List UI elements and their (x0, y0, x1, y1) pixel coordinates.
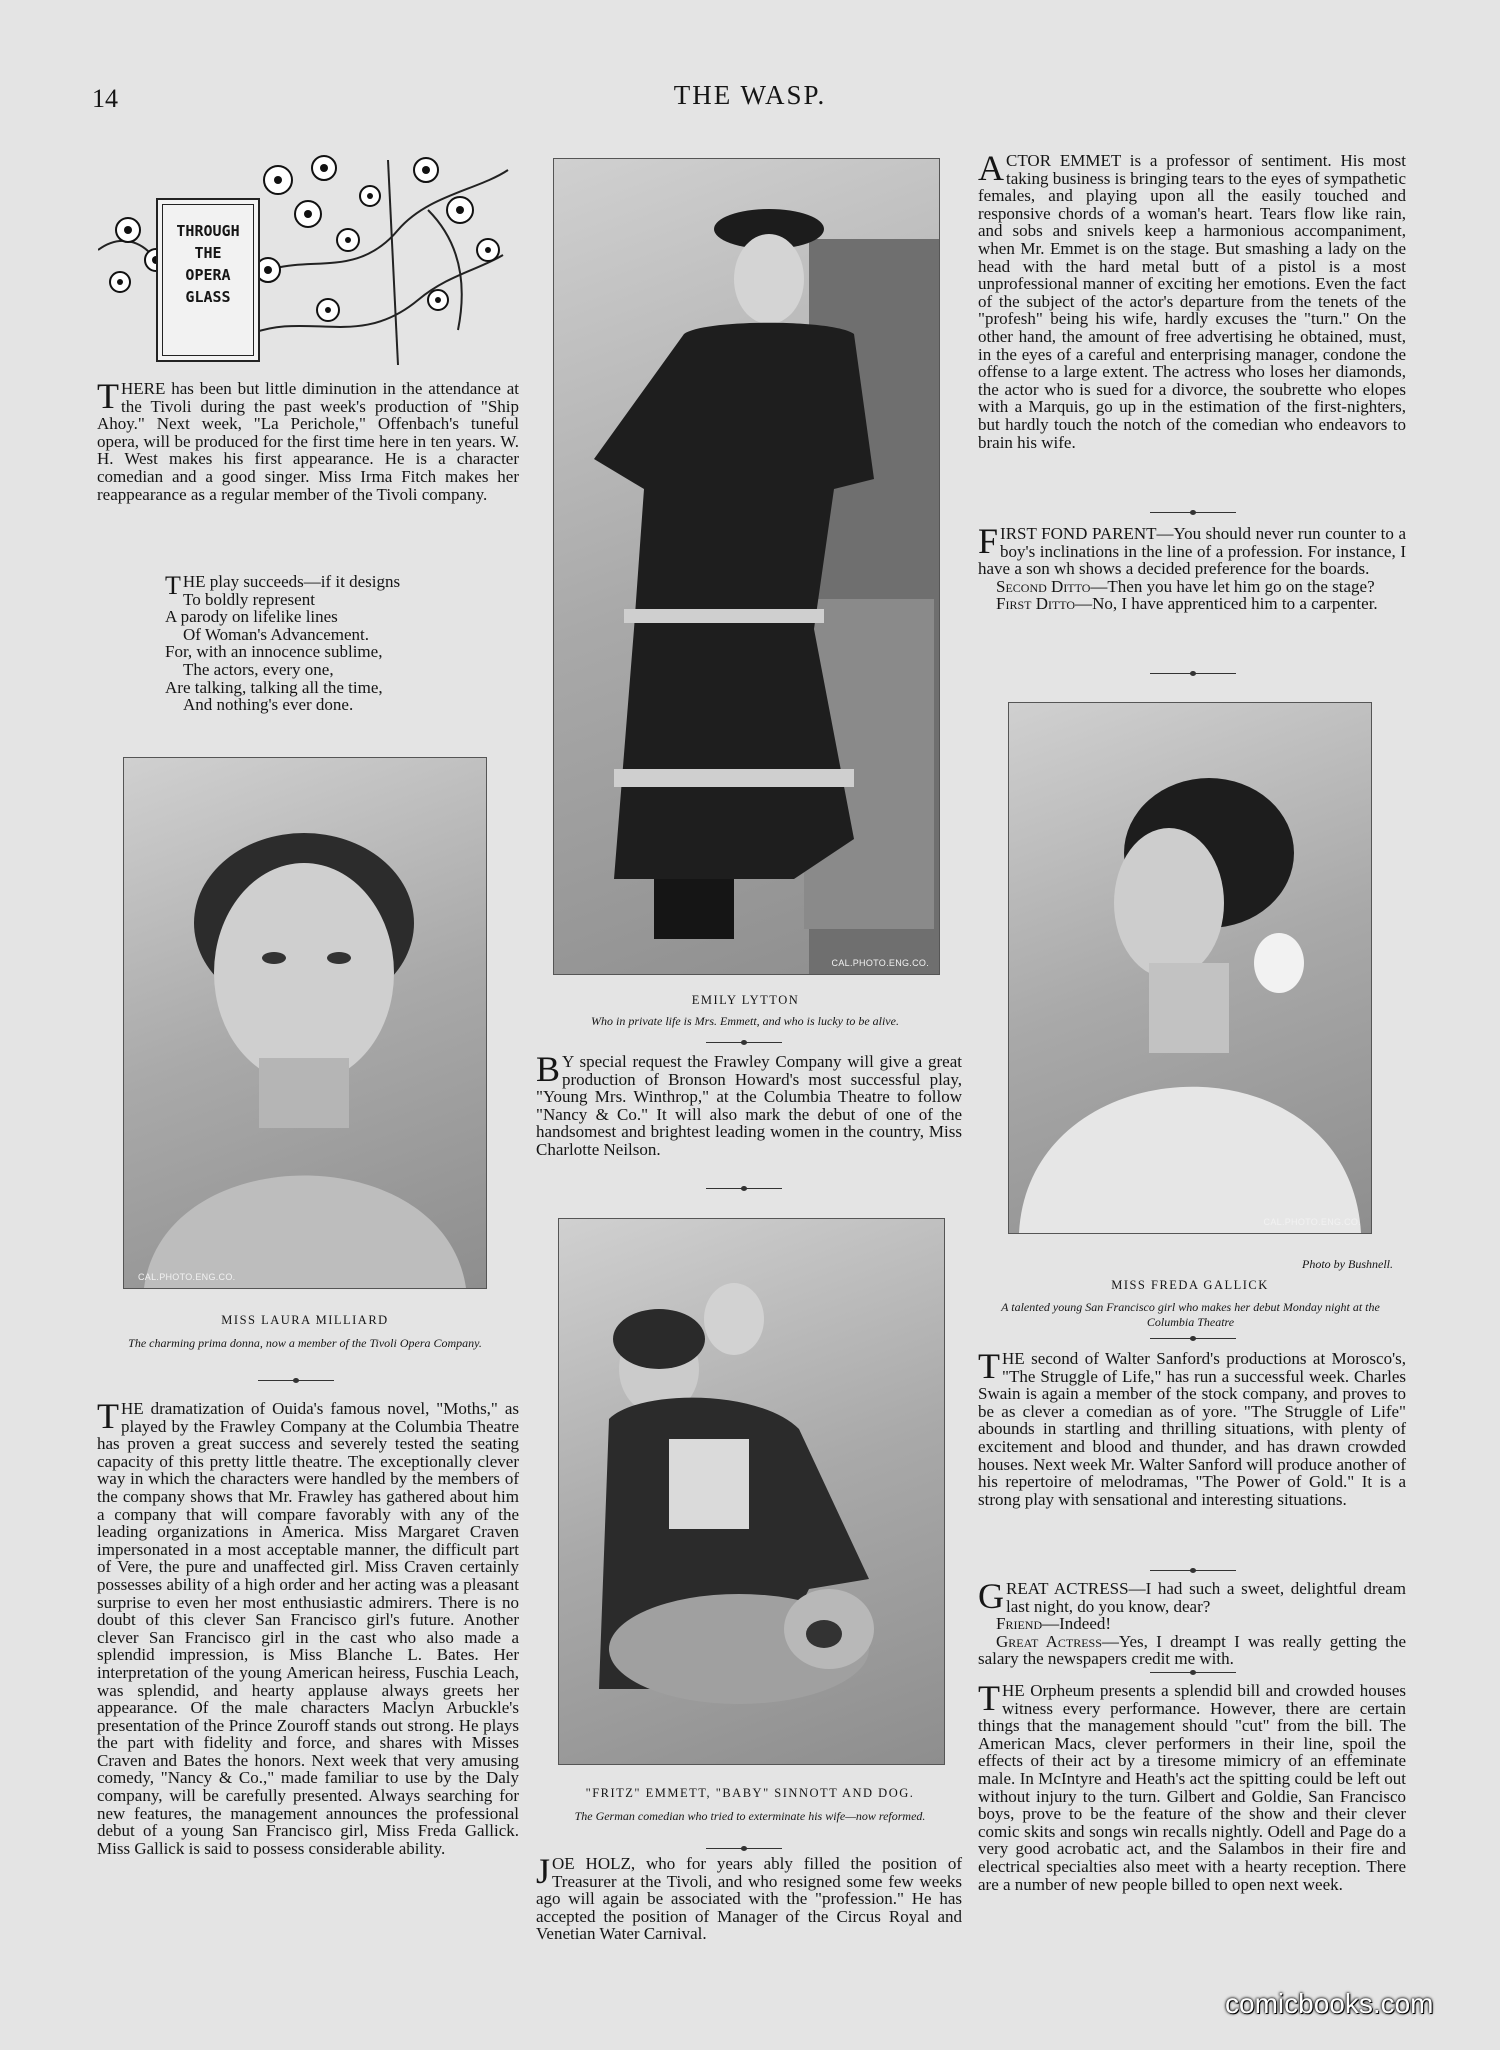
poem-line: And nothing's ever done. (183, 695, 354, 715)
column-logo-line: GLASS (185, 288, 231, 306)
poem-line: The actors, every one, (183, 659, 334, 679)
drop-cap: T (165, 571, 181, 600)
orpheum-article: THE Orpheum presents a splendid bill and crowded houses witness every performance. However, there are certain things that the management should "cut" from the bill. The American Macs, clever performers in their line, spoil the effects of their act by a tiresome mimicry of an effeminate male. In McIntyre and Heath's act the spitting could be left out without injury to the turn. Gilbert and Goldie, San Francisco boys, prove to be the feature of the show and their clever comic skits and songs win recalls nightly. Odell and Page do a very good acrobatic act, and the Salambos in their fire and electrical specialties also meet with a hearty reception. There are a number of new people billed to open next week. (978, 1678, 1406, 1894)
divider (1150, 1672, 1236, 1673)
poem-line: A parody on lifelike lines (165, 607, 338, 627)
drop-cap: G (978, 1576, 1004, 1616)
drop-cap: B (536, 1049, 561, 1089)
tivoli-article: THERE has been but little diminution in the attendance at the Tivoli during the past week's production of "Ship Ahoy." Next week, "La Perichole," Offenbach's tuneful opera, will be produced for the first time here in ten years. W. H. West makes his first appearance. He is a character comedian and a good singer. Miss Irma Fitch makes her reappearance as a regular member of the Tivoli company. (97, 376, 519, 504)
column-logo-panel (156, 198, 260, 362)
divider (706, 1848, 782, 1849)
divider (706, 1042, 782, 1043)
column-logo-line: THE (194, 244, 222, 262)
divider (1150, 1338, 1236, 1339)
actress-joke: GREAT ACTRESS—I had such a sweet, delightful dream last night, do you know, dear? Friend—Indeed! Great Actress—Yes, I dreampt I was really getting the salary the newspapers credit me with. (978, 1576, 1406, 1669)
emmet-article: ACTOR EMMET is a professor of sentiment. His most taking business is bringing tears to the eyes of sympathetic females, and playing upon all the easily touched and responsive chords of a woman's heart. Tears flow like rain, and sobs and snivels keep a harmonious accompaniment, when Mr. Emmet is on the stage. But smashing a lady on the head with the hard metal butt of a pistol is a most unprofessional manner of exciting her emotions. Even the fact of the subject of the actor's departure from the tenets of the "profesh" being his wife, hardly excuses the "turn." On the other hand, the amount of free advertising he obtained, must, in the eyes of a careful and enterprising manager, condone the offense to a large extent. The actress who loses her diamonds, the actor who is sued for a divorce, the soubrette who elopes with a Marquis, go up in the estimation of the first-nighters, but hardly touch the notch of the comedian who endeavors to brain his wife. (978, 148, 1406, 452)
photo-freda-gallick (1008, 702, 1372, 1234)
moths-article: THE dramatization of Ouida's famous novel, "Moths," as played by the Frawley Company at the Columbia Theatre has proven a great success and severely tested the seating capacity of this pretty little theatre. The exceptionally clever way in which the characters were handled by the members of the company shows that Mr. Frawley has gathered about him a company that will compare favorably with any of the leading organizations in America. Miss Margaret Craven impersonated in a most acceptable manner, the difficult part of Vere, the pure and unaffected girl. Miss Craven certainly possesses ability of a high order and her acting was a pleasant surprise to even her most enthusiastic admirers. There is no doubt of this clever San Francisco girl's future. Another clever San Francisco girl in the cast who also made a splendid impression, is Miss Blanche L. Bates. Her interpretation of the young American heiress, Fuschia Leach, was splendid, and hearty applause always greets her appearance. Of the male characters Maclyn Arbuckle's presentation of the Prince Zouroff stands out strong. He plays the part with fidelity and force, and shares with Misses Craven and Bates the honors. Next week that very amusing comedy, "Nancy & Co.," made familiar to use by the Daly company, will be carefully presented. Always searching for new features, the management announces the professional debut of a young San Francisco girl, Miss Freda Gallick. Miss Gallick is said to possess considerable ability. (97, 1396, 519, 1858)
photo-emmett-sinnott-dog (558, 1218, 945, 1765)
poem-line: HE play succeeds—if it designs (182, 572, 401, 591)
page-number: 14 (92, 84, 118, 113)
engraver-mark: CAL.PHOTO.ENG.CO. (831, 958, 929, 968)
engraver-mark: CAL.PHOTO.ENG.CO. (1263, 1217, 1361, 1227)
masthead-title: THE WASP. (673, 80, 827, 110)
parent-joke: FIRST FOND PARENT—You should never run counter to a boy's inclinations in the line of a profession. For instance, I have a son wh shows a decided preference for the boards. Second Ditto—Then you have let him go on the stage? First Ditto—No, I have apprenticed him to a carpenter. (978, 521, 1407, 614)
drop-cap: T (978, 1346, 1000, 1386)
caption-name: MISS FREDA GALLICK (1111, 1278, 1269, 1292)
caption-text: The charming prima donna, now a member of the Tivoli Opera Company. (128, 1336, 482, 1350)
poem-line: Are talking, talking all the time, (165, 677, 383, 697)
caption-text: A talented young San Francisco girl who makes her debut Monday night at the Columbia Theatre (1001, 1300, 1380, 1329)
drop-cap: F (978, 521, 999, 561)
poem-line: For, with an innocence sublime, (165, 642, 383, 662)
engraver-mark: CAL.PHOTO.ENG.CO. (138, 1272, 236, 1282)
holz-article: JOE HOLZ, who for years ably filled the position of Treasurer at the Tivoli, and who resigned some few weeks ago will again be associated with the "profession." He has accepted the position of Manager of the Circus Royal and Venetian Water Carnival. (536, 1851, 962, 1944)
divider (1150, 512, 1236, 513)
poem-line: To boldly represent (183, 589, 315, 609)
column-logo-line: THROUGH (176, 222, 240, 240)
caption-text: Who in private life is Mrs. Emmett, and who is lucky to be alive. (591, 1014, 899, 1028)
caption-name: EMILY LYTTON (691, 993, 800, 1007)
sanford-article: THE second of Walter Sanford's productions at Morosco's, "The Struggle of Life," has run a successful week. Charles Swain is again a member of the stock company, and proves to be as clever a comedian as of yore. "The Struggle of Life" abounds in startling and thrilling situations, with plenty of excitement and blood and thunder, and has drawn crowded houses. Next week Mr. Walter Sanford will produce another of his repertoire of melodramas, "The Power of Gold." It is a strong play with sensational and interesting situations. (978, 1346, 1406, 1509)
poem (165, 573, 505, 714)
portrait-silhouette-icon (554, 159, 939, 974)
caption-name: MISS LAURA MILLIARD (221, 1313, 389, 1327)
frawley-article: B Y special request the Frawley Company will give a great production of Bronson Howard's most successful play, "Young Mrs. Winthrop," at the Columbia Theatre to follow "Nancy & Co." It will also mark the debut of one of the handsomest and brightest leading women in the country, Miss Charlotte Neilson. (536, 1049, 962, 1159)
column-logo-line: OPERA (185, 266, 231, 284)
caption-name: "FRITZ" EMMETT, "BABY" SINNOTT AND DOG. (585, 1786, 915, 1800)
drop-cap: J (536, 1851, 551, 1891)
portrait-silhouette-icon (1009, 703, 1371, 1233)
drop-cap: T (97, 1396, 119, 1436)
photo-credit: Photo by Bushnell. (1302, 1257, 1393, 1271)
column-logo (98, 150, 518, 368)
portrait-silhouette-icon (559, 1219, 944, 1764)
drop-cap: A (978, 148, 1004, 188)
photo-laura-milliard (123, 757, 487, 1289)
divider (706, 1188, 782, 1189)
divider (1150, 1570, 1236, 1571)
poem-line: Of Woman's Advancement. (183, 624, 369, 644)
photo-emily-lytton (553, 158, 940, 975)
drop-cap: T (97, 376, 119, 416)
divider (258, 1380, 334, 1381)
portrait-silhouette-icon (124, 758, 486, 1288)
divider (1150, 673, 1236, 674)
drop-cap: T (978, 1678, 1000, 1718)
watermark: comicbooks.com (1225, 1988, 1434, 2019)
caption-text: The German comedian who tried to exterminate his wife—now reformed. (574, 1809, 926, 1823)
